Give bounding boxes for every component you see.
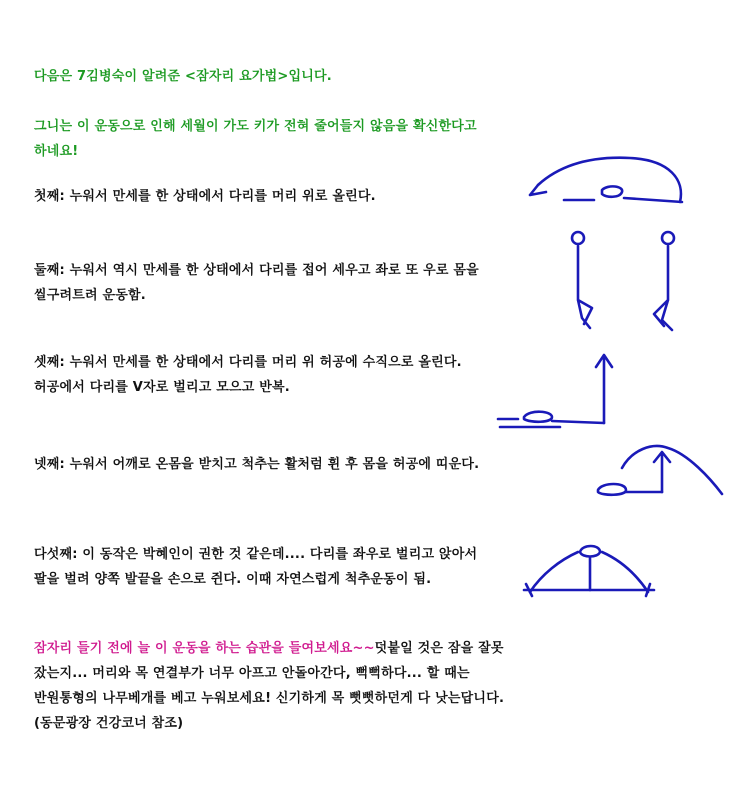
step-2-figure-right [654, 246, 672, 330]
step-5-sketch [520, 540, 660, 600]
step-3-label: 셋째: [34, 355, 65, 370]
step-2-head-left-icon [572, 232, 584, 244]
step-3-text: 누워서 만세를 한 상태에서 다리를 머리 위 허공에 수직으로 올린다. 허공에서 다리를 V자로 벌리고 모으고 반복. [34, 355, 462, 395]
step-4-label: 넷째: [34, 457, 65, 472]
step-5-text: 이 동작은 박혜인이 권한 것 같은데.... 다리를 좌우로 벌리고 앉아서 팔을 벌려 양쪽 발끝을 손으로 쥔다. 이때 자연스럽게 척추운동이 됨. [34, 547, 478, 587]
step-1-arrowhead-icon [530, 185, 546, 195]
step-2-sketch [560, 228, 690, 338]
step-5-head-icon [580, 546, 600, 557]
step-2-text: 누워서 역시 만세를 한 상태에서 다리를 접어 세우고 좌로 또 우로 몸을 씰구려트려 운동함. [34, 263, 479, 303]
tip-paragraph [34, 636, 514, 736]
step-3 [34, 350, 504, 400]
step-3-sketch [490, 345, 620, 435]
step-5 [34, 542, 504, 592]
step-4-legs [654, 452, 670, 492]
claim-paragraph: 그니는 이 운동으로 인해 세월이 가도 키가 전혀 줄어들지 않음을 확신한다고 하네요! [34, 119, 477, 159]
step-4-head-icon [598, 484, 626, 495]
step-2-figure-left [578, 246, 592, 328]
step-2-head-right-icon [662, 232, 674, 244]
step-4 [34, 452, 504, 477]
step-3-head-icon [524, 412, 552, 422]
step-1-sketch [520, 150, 690, 220]
step-4-arch [622, 446, 722, 494]
step-1-arc [538, 158, 681, 202]
step-4-text: 누워서 어깨로 온몸을 받치고 척추는 활처럼 휜 후 몸을 허공에 띠운다. [64, 457, 480, 472]
step-1 [34, 184, 504, 209]
step-3-arrow-icon [596, 355, 612, 423]
step-4-sketch [592, 440, 732, 500]
step-1-label: 첫째: [34, 189, 65, 204]
step-5-label: 다섯째: [34, 547, 78, 562]
intro-line: 다음은 7김병숙이 알려준 <잠자리 요가법>입니다. [34, 69, 332, 84]
step-1-head-icon [602, 186, 622, 196]
step-2 [34, 258, 504, 308]
tip-rest: 덧붙일 것은 잠을 잘못 잤는지... 머리와 목 연결부가 너무 아프고 안돌아간다, 뻑뻑하다... 할 때는 반원통형의 나무베개를 베고 누워보세요! 신기하게 목 뻣뻣하던게 다 낫는답니다. (동문광장 건강코너 참조) [34, 641, 505, 731]
tip-highlight: 잠자리 들기 전에 늘 이 운동을 하는 습관을 들여보세요~~ [34, 641, 375, 656]
step-1-body [564, 198, 682, 202]
step-1-text: 누워서 만세를 한 상태에서 다리를 머리 위로 올린다. [64, 189, 376, 204]
step-2-label: 둘째: [34, 263, 65, 278]
step-3-body [498, 419, 604, 427]
